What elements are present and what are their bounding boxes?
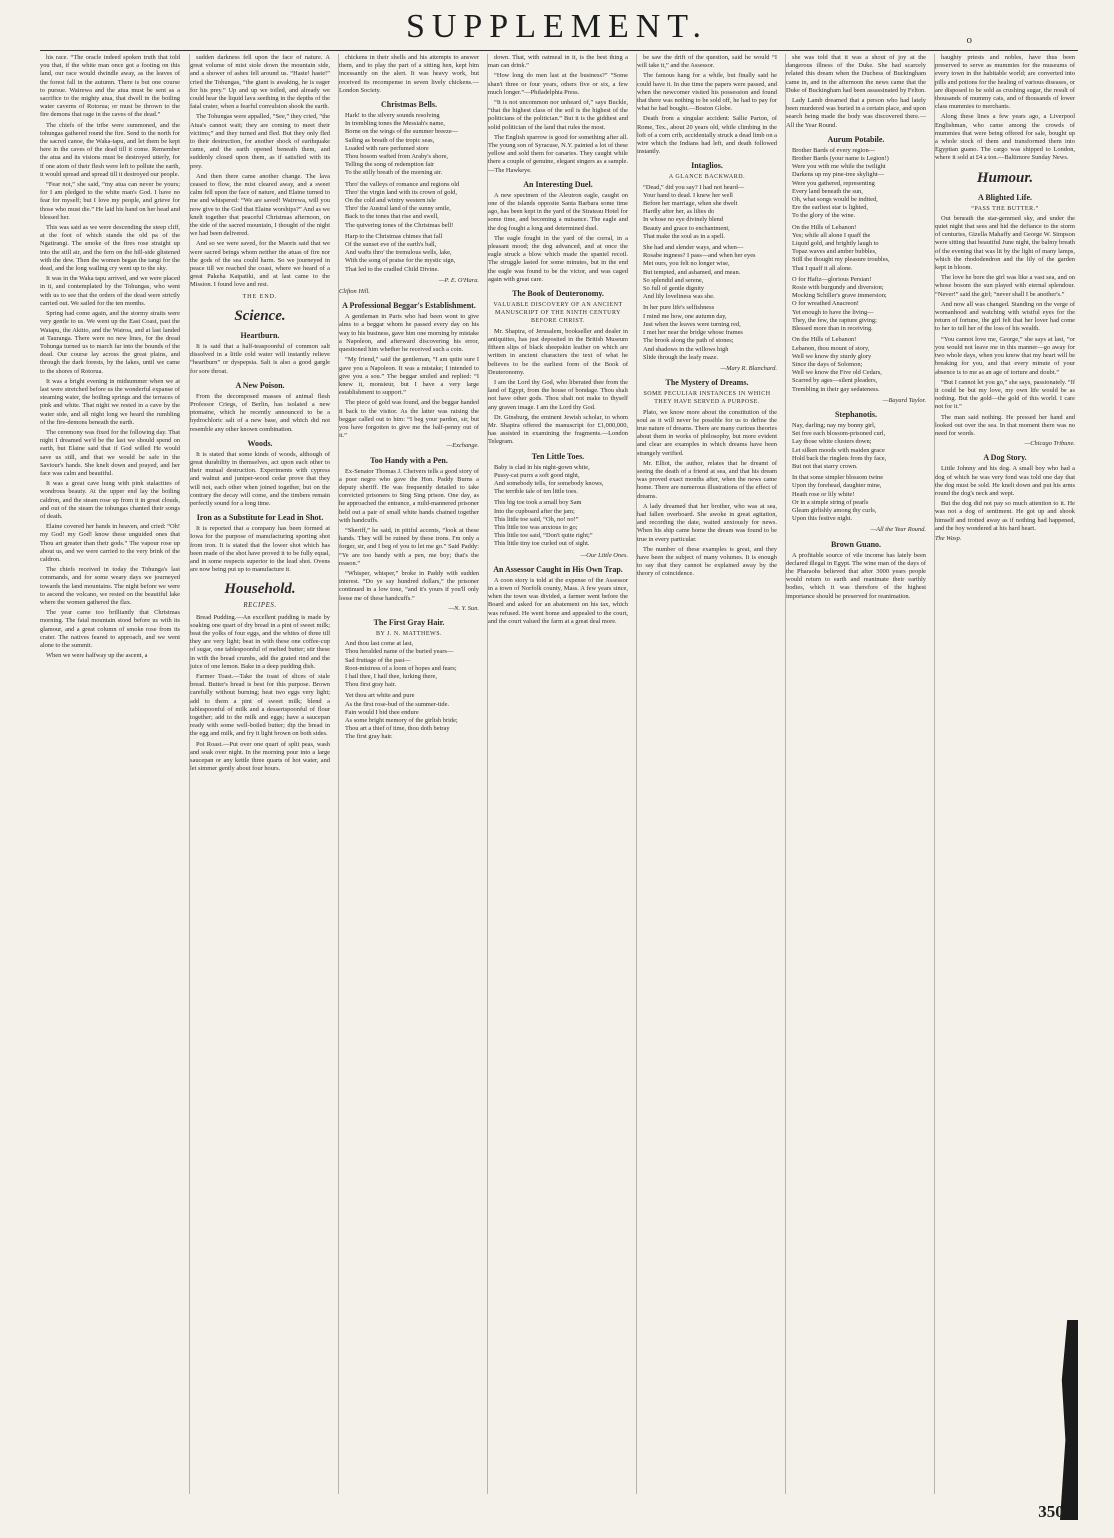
article-paragraph: chickens in their shells and his attempts to answer them, and to play the part of a sitting hen, kept him incessantly on the alert. It was heavy work, but received its recompense in seven lively chickens.—London Society. (339, 54, 479, 94)
poem-line: This big toe took a small boy Sam (494, 499, 582, 507)
poem-line: Heath rose or lily white! (792, 490, 855, 498)
article-headline: Intaglios. (691, 161, 723, 171)
poem-line: Set free each blossom-prisoned curl, (792, 430, 886, 438)
article-paragraph: haughty priests and nobles, have thus been preserved to serve as mummies for the museums of every town in the habitable world; are converted into pills and potions for the healing of various diseases, or are disposed to be sold as crushing sugar, the result of thousands of mummy cats, and of thousands of lower class mummies to merchants. (935, 54, 1075, 111)
article-paragraph: It was a great cave hung with pink stalactites of wondrous beauty. At the upper end lay the boiling caldron, and the steam rose up from it in great clouds, and out of the steam the tohungas chanted their songs of death. (40, 480, 180, 520)
article-source: —Chicago Tribune. (1024, 440, 1075, 448)
article-headline: A Professional Beggar's Establishment. (342, 301, 476, 311)
article-subheadline: A GLANCE BACKWARD. (668, 174, 746, 181)
article-headline: An Assessor Caught in His Own Trap. (493, 564, 623, 574)
poem-line: Sad fruitage of the past— (345, 656, 411, 664)
article-paragraph: And so we were saved, for the Maoris said that we were sacred beings whom neither the atuas of fire nor the gods of the sea could harm. So we journeyed in peace till we reached the coast, where we heard of a great Pakeha Kaipatiki, and at last came to the Mission. I found love and rest. (190, 240, 330, 289)
poem-signature: —Bayard Taylor. (882, 396, 926, 404)
article-paragraph: Spring had come again, and the stormy straits were very gentle to us. We went up the East Coast, past the Waiapu, the Akitio, and the Wairoa, and at last landed at Tauranga. There were no new lines, for the dread Tohunga turned us to march far into the bounds of the dead. Our course lay across the great plains, and through the dark forests, by the lakes, until we came to the shores of Rotorua. (40, 310, 180, 375)
poem-line: Or in a simple string of pearls (792, 498, 869, 506)
poem-line: As the first rose-bud of the summer-tide. (345, 700, 450, 708)
article-paragraph: Lady Lamb dreamed that a person who had lately been murdered was buried in a certain place, and upon search being made the body was discovered there.—All the Year Round. (786, 97, 926, 129)
poem-stanza (345, 112, 479, 178)
masthead-rule (40, 50, 1078, 51)
poem-line: Brother Bards of every region— (792, 146, 876, 154)
article-paragraph: sudden darkness fell upon the face of nature. A great volume of mist stole down the mountain side, and a shower of ashes fell around us. “Haste! haste!” cried the Tohungas, “the giant is awaking, he is eager for his prey.” Up and up we toiled, and already we could hear the liquid lava seething in the depths of the fatal crater, when a fearful convulsion shook the earth. (190, 54, 330, 111)
article-paragraph: A new specimen of the Aleutron eagle, caught on one of the islands opposite Santa Barbara some time ago, has been kept in the yard of the Strateau Hotel for some time, and becoming a nuisance. The eagle and the dog fought a long and determined duel. (488, 191, 628, 232)
poem-line: Yet thou art white and pure (345, 692, 415, 700)
article-paragraph: Ex-Senator Thomas J. Cheivers tells a good story of a poor negro who gave the Hon. Paddy Burns a deputy sheriff. He was frequently detailed to take convicted prisoners to Sing Sing prison. One day, as he approached the entrance, a mild-mannered prisoner held out a pair of small white hands chained together with handcuffs. (339, 467, 479, 524)
poem-line: The first gray hair. (345, 733, 393, 741)
article-headline: Stephanotis. (834, 409, 877, 419)
article-paragraph: be saw the drift of the question, said he would “I will take it,” and the Assessor. (637, 54, 777, 70)
article-paragraph: It is reported that a company has been formed at Iowa for the purpose of manufacturing sporting shot from iron. It is stated that the lower shot which has been made of the shot have proved it to be fully equal, and in some respects superior to the lead shot. Ovens are now being put up to manufacture it. (190, 525, 330, 574)
poem-line: Ere the earliest star is lighted, (792, 204, 868, 212)
poem-line: Thou heralded name of the buried years— (345, 648, 454, 656)
poem-line: Let silken moods with maiden grace (792, 446, 885, 454)
article-paragraph: Farmer Toast.—Take the toast of slices of stale bread. Butter's bread is best for this purpose. Brown carefully without burning; heat two eggs very light; add to them a pint of sweet milk; blend a tablespoonful of milk and a dessertspoonful of flour together; add to the milk and eggs; have a saucepan ready with some well-boiled butter; dip the bread in the egg and milk, and fry it light brown on both sides. (190, 672, 330, 738)
article-headline: Woods. (247, 438, 273, 448)
poem-line: This little tiny toe curled out of sight. (494, 540, 590, 548)
poem-line: Liquid gold, and brightly laugh to (792, 240, 879, 248)
poem-line: That I quaff it all alone. (792, 264, 853, 272)
poem-line: Thro' the valleys of romance and regions old (345, 180, 460, 188)
poem-stanza (792, 422, 926, 471)
article-paragraph: The man said nothing. He pressed her hand and looked out over the sea. In that moment there was no need for words. (935, 413, 1075, 437)
poem-line: Upon this festive night. (792, 515, 852, 523)
poem-line: In trembling tones the Messiah's name, (345, 120, 445, 128)
article-paragraph: “Sheriff,” he said, in pitiful accents, “look at these hands. They will be ruined by these irons. I'm only a forger, sir, and I beg of you to let me go.” Said Paddy: “Ye are too handy with a pen, me boy; that's the reason.” (339, 526, 479, 567)
article-headline: The Book of Deuteronomy. (512, 289, 604, 299)
poem-line: Root-mistress of a loom of hopes and fears; (345, 664, 457, 672)
poem-line: Hold back the ringlets from thy face, (792, 454, 887, 462)
poem-line: And thou last come at last, (345, 640, 414, 648)
poem-line: Blessed more than in receiving. (792, 325, 873, 333)
poem-line: Yes; while all alone I quaff the (792, 231, 871, 239)
poem-line: On the cold and wintry western isle (345, 197, 436, 205)
article-source: —Our Little Ones. (580, 551, 628, 559)
article-paragraph: The eagle fought in the yard of the corral, in a pleasant mood; the dog advanced, and at once the eagle struck a blow which made the spaniel recoil. The struggle lasted for some minutes, but in the end the eagle was found to be the victor, and was caged again with great care. (488, 234, 628, 283)
article-paragraph: Death from a singular accident: Sallie Parton, of Rome, Tex., about 20 years old, while climbing in the loft of a corn crib, accidentally struck a dead limb on a wire which the Indians had left, and death followed instantly. (637, 115, 777, 156)
poem-line: Slide through the leafy maze. (643, 353, 719, 361)
article-paragraph: “But I cannot let you go,” she says, passionately. “If it could be but my love, my own life would be as nothing. But the gold—the gold of this world. I care not for it.” (935, 378, 1075, 411)
article-headline: An Interesting Duel. (523, 179, 593, 189)
section-heading-humour: Humour. (976, 169, 1034, 186)
article-headline: The Mystery of Dreams. (665, 378, 749, 388)
poem-line: Every land beneath the sun, (792, 187, 863, 195)
poem-line: She had and slender ways, and when— (643, 244, 744, 252)
poem-line: And shadows in the willows high (643, 345, 729, 353)
article-subheadline: VALUABLE DISCOVERY OF AN ANCIENT MANUSCRIPT OF THE NINTH CENTURY BEFORE CHRIST. (493, 302, 623, 325)
poem-line: Into the cupboard after the jam; (494, 507, 575, 515)
article-subheadline: SOME PECULIAR INSTANCES IN WHICH THEY HAVE SERVED A PURPOSE. (643, 391, 771, 406)
article-paragraph: Little Johnny and his dog. A small boy who had a dog of which he was very fond was told one day that the dog must be sold. He knelt down and put his arms round the dog's neck and wept. (935, 465, 1075, 497)
column-5 (636, 54, 777, 1494)
poem-stanza (792, 147, 926, 221)
poem-line: Upon thy forehead, daughter mine, (792, 482, 882, 490)
article-subheadline: “PASS THE BUTTER.” (971, 205, 1039, 212)
poem-line: Before her marriage, when she dwelt (643, 200, 738, 208)
poem-line: Thou art a thief of time, thou doth betray (345, 725, 450, 733)
column-3 (338, 54, 479, 1494)
poem-line: Thro' the Austral land of the sunny smile, (345, 205, 451, 213)
poem-stanza (643, 244, 777, 301)
article-paragraph: Out beneath the star-gemmed sky, and under the quiet night that sees and hid the defiance to the storm of centuries, Gizella Mahaffy and George W. Simpson were sitting that beautiful June night, the balmy breath of the evening that was lit by the light of many lamps, which the rhododendron and the lily of the garden kept in bloom. (935, 214, 1075, 272)
poem-line: Loaded with rare perfumed store (345, 144, 429, 152)
poem-line: Harp to the Christmas chimes that fall (345, 232, 443, 240)
poem-line: In her pure life's selfishness (643, 304, 715, 312)
poem-stanza (494, 464, 628, 497)
poem-line: “Dead,” did you say? I had not heard— (643, 183, 745, 191)
poem-line: Back to the tones that rise and swell, (345, 213, 439, 221)
poem-line: Still the thought my pleasure troubles, (792, 256, 890, 264)
story-end-mark: THE END. (242, 293, 278, 300)
article-headline: Heartburn. (240, 330, 280, 340)
article-paragraph: But the dog did not pay so much attention to it. He was not a dog of sentiment. He got up and shook himself and trotted away as if nothing had happened, and the boy wondered at his hard heart. (935, 500, 1075, 532)
poem-line: Telling the song of redemption fair (345, 161, 435, 169)
article-paragraph: “Whisper, whisper,” broke in Paddy with sudden interest. “Do ye say hundred dollars,” the prisoner continued in a low tone, “and it's yours if you'll only loose me of these handcuffs.” (339, 569, 479, 602)
poem-line: Nay, darling; nay my bonny girl, (792, 421, 876, 429)
poem-line: Since the days of Solomon; (792, 360, 863, 368)
article-paragraph: she was told that it was a shout of joy at the dangerous illness of the Duke. She had scarcely related this dream when the Duchess of Buckingham came in, and in the afternoon the news came that the Duke of Buckingham had been assassinated by Felton. (786, 54, 926, 94)
poem-line: This little toe said, “Don't quite right;” (494, 532, 593, 540)
poem-line: Well we know thy sturdy glory (792, 352, 872, 360)
column-6 (785, 54, 926, 1494)
poem-stanza (792, 336, 926, 393)
columns (40, 54, 1080, 1494)
article-paragraph: his race. “The oracle indeed spoken truth that told you that, if the white man once got a footing on this land, our race would dwindle away, as the leaves of the forest fall in the autumn. There is but one course to pursue. Wairewa and the atua must be sent as a sacrifice to the mighty atua, that dwell in the boiling water caverns of Rotorua; or must be thrown to the fire demons that rage in the caves of the dead.” (40, 54, 180, 119)
poem-line: Beauty and grace to enchantment, (643, 224, 730, 232)
article-paragraph: A coon story is told at the expense of the Assessor in a town of Norfolk county, Mass. A few years since, when the town was divided, a farmer went before the Board and asked for an abatement on his tax, which was refused. He went home and appealed to the court, and the court valued the farm at a great deal more. (488, 576, 628, 625)
poem-stanza (345, 181, 479, 230)
article-paragraph: This was said as we were descending the steep cliff, at the foot of which stands the old pa of the Ngatirangi. The smoke of the fires rose straight up into the still air, and the fern on the hill-side glistened with the dew. Then the women began the tangi for the dead, and the long wailing cry went up to the sky. (40, 224, 180, 273)
poem-line: Well we know the Five old Cedars, (792, 369, 882, 377)
poem-line: Hark! to the silvery sounds resolving (345, 112, 440, 120)
poem-line: On the Hills of Lebanon! (792, 336, 857, 344)
article-byline: BY J. N. MATTHEWS. (375, 630, 443, 637)
article-paragraph: “How long do men last at the business?” “Some shan't three or four years, others five or six, a few much longer.”—Philadelphia Press. (488, 72, 628, 96)
article-paragraph: Mr. Shapira, of Jerusalem, bookseller and dealer in antiquities, has just deposited in the British Museum fifteen slips of black sheepskin leather on which are written in ancient characters the text of what he believes to be the earliest form of the Book of Deuteronomy. (488, 327, 628, 376)
poem-line: So full of gentle dignity (643, 285, 705, 293)
section-heading-science: Science. (234, 307, 286, 324)
column-7 (934, 54, 1075, 1494)
article-headline: Too Handy with a Pen. (370, 455, 448, 465)
article-paragraph: And then there came another change. The lava ceased to flow, the mist cleared away, and a sweet calm fell upon the face of nature, and Elaine turned to me and whispered: “We are saved! Wairewa, will you now give to the God that Elaine worships?” And as we knelt together that peaceful Christmas afternoon, on the side of the sacred mountain, I thought of the night we had been delivered. (190, 172, 330, 238)
article-paragraph: A lady dreamed that her brother, who was at sea, had fallen overboard. She awoke in great agitation, and recording the date, waited anxiously for news. When his ship came home the dream was found to be true in every particular. (637, 502, 777, 543)
poem-line: Pussy-cat purrs a soft good night, (494, 471, 580, 479)
poem-line: That make the soul as in a spell. (643, 232, 725, 240)
poem-line: They, the few, the rapture giving; (792, 316, 877, 324)
poem-line: I mind me how, one autumn day, (643, 312, 727, 320)
poem-line: Gleam girlishly among thy curls, (792, 506, 877, 514)
article-source: —N. Y. Sun. (448, 604, 479, 612)
article-paragraph: Bread Pudding.—An excellent pudding is made by soaking one quart of dry bread in a pint of sweet milk; beat the yolks of four eggs, and the whites of three till they are very light; beat in with these one coffee-cup of sugar, one tablespoonful of melted butter; stir these in with the bread crumbs, add the grated rind and the juice of one lemon. Bake in a deep pudding dish. (190, 613, 330, 670)
poem-line: The terrible tale of ten little toes. (494, 488, 578, 496)
poem-stanza (792, 224, 926, 273)
article-paragraph: The English sparrow is good for something after all. The young son of Syracuse, N.Y. painted a lot of these yellow and sold them for canaries. They caught while there a couple of genuine, elegant singers as a sample.—The Hawkeye. (488, 133, 628, 174)
poem-line: But not that starry crown. (792, 462, 858, 470)
poem-line: Trembling in their gay sedateness. (792, 385, 880, 393)
poem-signature: —All the Year Round. (870, 526, 926, 534)
poem-line: Of the sunset eve of the earth's ball, (345, 241, 437, 249)
poem-signature: —Mary R. Blanchard. (720, 364, 777, 372)
poem-line: Just when the leaves were turning red, (643, 320, 741, 328)
poem-line: With the song of praise for the mystic sign, (345, 257, 456, 265)
masthead-title: SUPPLEMENT. (405, 8, 709, 45)
article-paragraph: down. That, with oatmeal in it, is the best thing a man can drink.” (488, 54, 628, 70)
poem-stanza (643, 304, 777, 361)
column-1 (40, 54, 180, 1494)
article-paragraph: It was in the Waka tapu arrived, and we were placed in it, and contemplated by the Tohungas, who went with us to see that the orders of the dead were strictly carried out. We sailed for the ten months. (40, 275, 180, 307)
poem-line: This little toe said, “Oh, no! no!” (494, 515, 579, 523)
article-paragraph: The year came too brilliantly that Christmas morning. The fatal mountain stood before us with its glamour, and a great column of smoke rose from its crater. The natives feared to approach, and we went alone to the summit. (40, 609, 180, 650)
poem-line: But tempted, and ashamed, and mean. (643, 268, 741, 276)
poem-line: The quivering tones of the Christmas bell! (345, 221, 454, 229)
article-paragraph: A gentleman in Paris who had been wont to give alms to a beggar whom he passed every day on his way to his business, gave him one morning by mistake a Napoleon, and afterward discovering his error, questioned him whether he received such a coin. (339, 313, 479, 354)
poem-line: Lebanon, thou mount of story, (792, 344, 870, 352)
article-paragraph: “Fear not,” she said, “my atua can never be yours; for I am pledged to the white man's God. I have no fear for myself; but I love my people, and grieve for those who must die.” He laid his hand on her head and blessed her. (40, 181, 180, 221)
poem-line: Rosie with burgundy and diversion; (792, 284, 884, 292)
poem-line: And somebody tells, for somebody knows, (494, 479, 604, 487)
poem-stanza (494, 499, 628, 548)
article-paragraph: Elaine covered her hands in heaven, and cried: “Oh! my God! my God! know these unguided ones that Thou art greater than their gods.” The vapour rose up about us, and we were carried to the very brink of the caldron. (40, 523, 180, 563)
article-paragraph: Dr. Ginsburg, the eminent Jewish scholar, to whom Mr. Shapira offered the manuscript for £1,000,000, has assisted in examining the fragments.—London Telegram. (488, 413, 628, 446)
poem-line: Hardly after her, as lilies do (643, 208, 715, 216)
poem-line: And wafts thro' the tremulous wells, lake, (345, 249, 452, 257)
article-paragraph: The famous hang for a while, but finally said he could have it. In due time the papers were passed, and when the newcomer visited his possession and found that there was nothing to be sold off, he had to pay for what he had bought.—Boston Globe. (637, 72, 777, 113)
poem-stanza (643, 184, 777, 241)
article-paragraph: It was a bright evening in midsummer when we at last were stretched before us the wonderful expanse of steaming water, the boiling springs and the terraces of pink and white. That night we rested in a cave by the water side, and all night long we heard the rumbling of the fire-demons beneath the earth. (40, 377, 180, 426)
article-paragraph: “You cannot love me, George,” she says at last, “or you would not leave me in this manner—go away for two whole days, when you know that my heart will be breaking for you, and that every minute of your absence is to me as an age of torture and doubt.” (935, 335, 1075, 376)
section-heading-household: Household. (224, 581, 296, 598)
article-paragraph: When we were halfway up the ascent, a (46, 652, 148, 660)
poem-stanza (792, 474, 926, 523)
poem-line: O for Hafiz—glorious Persian! (792, 275, 872, 283)
article-paragraph: “It is not uncommon nor unheard of,” says Buckle, “that the highest class of the soil is the highest of the politicians of the politician.” But it is the giddiest and solid politician of the land that rules the most. (488, 99, 628, 131)
poem-line: O for wreathed Anacreon! (792, 300, 859, 308)
poem-line: Topaz waves and amber bubbles, (792, 248, 877, 256)
poem-line: Rosabe ingness? I pass—and when her eyes (643, 252, 756, 260)
article-headline: A Blighted Life. (977, 192, 1032, 202)
article-headline: Brown Guano. (830, 539, 882, 549)
poem-line: The brook along the path of stones; (643, 337, 734, 345)
poem-line: Fain would I bid thee endure (345, 708, 419, 716)
article-paragraph: Plato, we know more about the constitution of the soul as it will never be possible for us to define the true nature of dreams. There are many curious theories about them in works of philosophy, but more evident and clear are examples in which dreams have been strangely verified. (637, 408, 777, 457)
poem-line: Scarred by ages—silent pleaders, (792, 377, 878, 385)
poem-line: Met ours, you felt no longer wise, (643, 260, 730, 268)
poem-line: Were you gathered, representing (792, 179, 875, 187)
article-headline: Aurum Potabile. (827, 134, 885, 144)
poem-line: To the stilly breath of the morning air. (345, 169, 443, 177)
poem-line: Lay those white clusters down; (792, 438, 872, 446)
article-headline: A New Poison. (235, 380, 285, 390)
article-paragraph: It is said that a half-teaspoonful of common salt dissolved in a little cold water will instantly relieve “heartburn” or dyspepsia. Salt is also a good gargle for sore throat. (190, 342, 330, 375)
poem-line: This little toe was anxious to go; (494, 523, 578, 531)
poem-signature: —P. E. O'Hara. (438, 276, 479, 284)
article-headline: Iron as a Substitute for Lead in Shot. (196, 513, 324, 523)
page-mark: o (966, 34, 972, 46)
page-number: 350. (1038, 1502, 1068, 1521)
poem-line: That led to the cradled Child Divine. (345, 265, 439, 273)
section-subheading: RECIPES. (243, 602, 277, 610)
article-paragraph: Along these lines a few years ago, a Liverpool Englishman, who came among the crowds of mummies that were being offered for sale, bought up a whole stock of them and transformed them into Egyptian guano. The cargo was shipped to London, where it sold at £4 a ton.—Baltimore Sunday News. (935, 113, 1075, 162)
poem-line: Darkens up my pine-tree skylight— (792, 171, 884, 179)
poem-line: As some bright memory of the girlish bride; (345, 717, 458, 725)
poem-line: Sailing as breath of the tropic seas, (345, 136, 435, 144)
article-paragraph: The chiefs received in today the Tohunga's last commands, and for some weary days we journeyed towards the land mountains. The night before we were to ascend the volcano, we rested on the beautiful lake where the women gathered the flax. (40, 566, 180, 606)
poem-stanza (345, 233, 479, 274)
article-source: —Exchange. (446, 442, 479, 450)
article-headline: The First Gray Hair. (373, 617, 445, 627)
article-paragraph: The piece of gold was found, and the beggar handed it back to the visitor. As the latter was raising the beggar called out to him: “I beg your pardon, sir, but you have forgotten to give me the half-penny out of it.” (339, 399, 479, 440)
poem-line: Oh, what songs would be indited, (792, 196, 878, 204)
article-paragraph: From the decomposed masses of animal flesh Professor Criegs, of Berlin, has isolated a new ptomaine, which he recently announced to be a hydrochloric salt of a new base, and which did not resemble any other known combination. (190, 392, 330, 433)
article-paragraph: I am the Lord thy God, who liberated thee from the land of Egypt, from the house of bondage. Thou shalt not have other gods. Thou shalt not make to thyself any graven image. I am the Lord thy God. (488, 378, 628, 411)
article-headline: Ten Little Toes. (531, 451, 585, 461)
poem-line: Borne on the wings of the summer breeze— (345, 128, 459, 136)
article-paragraph: The Tohungas were appalled, “See,” they cried, “the Atua's cannot wait; they are coming to meet their victims;” and they turned and fled. But they only fled to their destruction, for another shock of earthquake came, and the earth opened beneath them, and suddenly closed upon them, as if satisfied with its prey. (190, 113, 330, 170)
poem-line: Thou bosom wafted from Araby's shore, (345, 153, 449, 161)
poem-line: On the Hills of Lebanon! (792, 223, 857, 231)
article-headline: A Dog Story. (983, 453, 1027, 463)
poem-stanza (345, 692, 479, 741)
article-paragraph: Pot Roast.—Put over one quart of split peas, wash and soak over night. In the morning pour into a large saucepan or any kettle three quarts of hot water, and let simmer gently about four hours. (190, 740, 330, 773)
article-paragraph: Mr. Elliot, the author, relates that he dreamt of seeing the death of a friend at sea, and that his dream was proved exact months after, when the news came home. There are numerous illustrations of the effect of dreams. (637, 459, 777, 500)
article-paragraph: The chiefs of the tribe were summoned, and the tohungas gathered round the fire. Send to the north for the sacred canoe, the Waka-tapu, and let them be kept here in the caves of the dead till it come. Remember the atua and its visions must be destroyed utterly, for if one atom of their flesh were left to pollute the earth, it would spread and spread till it destroyed our people. (40, 121, 180, 178)
poem-line: And lily loveliness was she. (643, 293, 715, 301)
poem-line: Thou first gray hair. (345, 681, 397, 689)
article-paragraph: “My friend,” said the gentleman, “I am quite sure I gave you a Napoleon. It was a mistake; I intended to give you a sou.” The beggar smiled and replied: “I knew it, monsieur, but I have a very large establishment to support.” (339, 356, 479, 397)
poem-line: Thro' the virgin land with its crown of gold, (345, 188, 457, 196)
poem-line: I met her near the bridge whose frames (643, 329, 743, 337)
article-paragraph: And now all was changed. Standing on the verge of womanhood and watching with wistful eyes for the return of fortune, the girl felt that her lover had come to her to tell her of the loss of his wealth. (935, 300, 1075, 333)
poem-line: Baby is clad in his night-gown white, (494, 463, 590, 471)
poem-line: Mocking Schiller's grave immersion; (792, 292, 887, 300)
poem-line: I hail thee, I hail thee, lurking there, (345, 673, 437, 680)
poem-line: So splendid and serene, (643, 276, 704, 284)
poem-line: Brother Bards (your name is Legion!) (792, 155, 889, 163)
article-headline: Christmas Bells. (381, 100, 437, 110)
article-paragraph: A profitable source of vile income has lately been declared illegal in Egypt. The wine man of the days of the Pharaohs believed that after 3000 years people would return to earth and reanimate their earthly bodies, which it was therefore of the highest importance should be preserved for reanimation. (786, 551, 926, 600)
article-paragraph: The love he bore the girl was like a vast sea, and on whose bosom the sun played with eternal splendour. “Never!” said the girl; “never shall I be another's.” (935, 274, 1075, 298)
poem-line: To the glory of the wine. (792, 212, 856, 220)
article-source: The Wasp. (935, 534, 962, 542)
poem-line: Yet enough to have the living— (792, 308, 874, 316)
poem-line: Were you with me while the twilight (792, 163, 886, 171)
poem-stanza (345, 640, 479, 689)
column-2 (189, 54, 330, 1494)
poem-stanza (792, 276, 926, 333)
article-paragraph: The ceremony was fixed for the following day. That night I dreamed we'd be the last we should spend on earth, but Elaine said that if God willed He would save us still, and that we would be safe in the Saviour's hands. She knelt down and prayed, and her face was calm and beautiful. (40, 428, 180, 477)
column-4 (487, 54, 628, 1494)
poem-line: In that some simpler blossom twine (792, 474, 884, 482)
article-paragraph: It is stated that some kinds of woods, although of great durability in themselves, act upon each other to their mutual destruction. Experiments with cypress and walnut and juniper-wood cedar prove that they will not, each other when joined together, but on the contrary the decay will come, and the timbers remain perfectly sound for a long time. (190, 450, 330, 507)
article-paragraph: The number of these examples is great, and they have been the subject of many volumes. It is enough to say that they cannot be explained away by the theory of coincidence. (637, 545, 777, 578)
poem-line: In whose no eye divinely blend (643, 216, 724, 224)
poem-place: Clifton Hill. (339, 288, 370, 296)
poem-line: Your hand to dead. I knew her well (643, 191, 733, 199)
